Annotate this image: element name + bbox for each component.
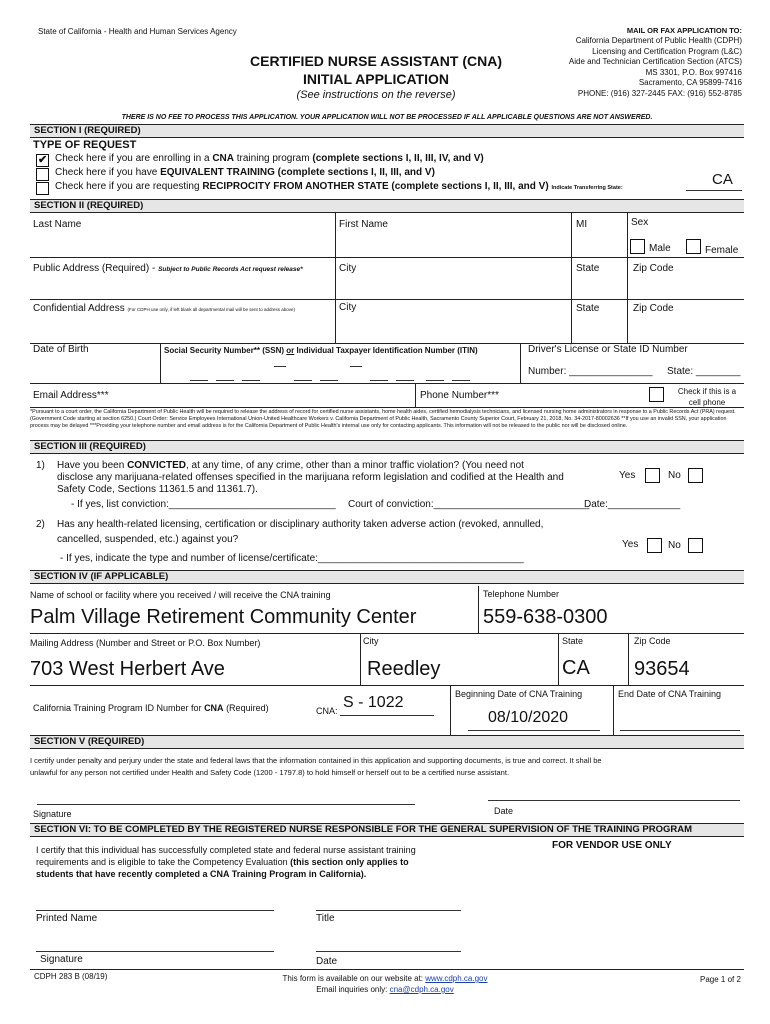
mail-line: MS 3301, P.O. Box 997416 bbox=[645, 67, 742, 77]
telephone-label: Telephone Number bbox=[483, 589, 560, 599]
option-reciprocity: Check here if you are requesting RECIPROCITY FROM ANOTHER STATE (complete sections I, II, III, and V) Indicate Transferring State: bbox=[55, 181, 623, 192]
option-enroll: Check here if you are enrolling in a CNA training program (complete sections I, II, III, IV, and V) bbox=[55, 153, 484, 164]
mail-to-block bbox=[500, 26, 742, 99]
q1-court-field[interactable]: Court of conviction:____________________________ bbox=[348, 499, 590, 510]
section-2-header bbox=[30, 199, 744, 213]
conf-city-label: City bbox=[339, 302, 357, 313]
q2-no-checkbox[interactable] bbox=[688, 538, 703, 553]
signature-label: Signature bbox=[33, 809, 72, 819]
section-3-title: SECTION III (REQUIRED) bbox=[34, 441, 146, 452]
male-checkbox[interactable] bbox=[630, 239, 645, 254]
q2-no-label: No bbox=[668, 540, 681, 551]
begin-date-value[interactable]: 08/10/2020 bbox=[488, 709, 569, 726]
q2-line2: cancelled, suspended, etc.) against you? bbox=[57, 534, 239, 545]
enroll-checkbox[interactable]: ✔ bbox=[38, 154, 48, 166]
conf-state-label: State bbox=[576, 303, 600, 314]
q2-number: 2) bbox=[36, 519, 45, 530]
form-id: CDPH 283 B (08/19) bbox=[34, 972, 108, 981]
certification-text-line1: I certify under penalty and perjury under the state and federal laws that the information contained in this application and supporting documents, is true and correct. It shall be bbox=[30, 756, 602, 765]
school-city-value[interactable]: Reedley bbox=[367, 658, 441, 680]
q1-line2: disclose any marijuana-related offenses specified in the marijuana reform legislation and codified at the Health and bbox=[57, 472, 564, 483]
school-zip-value[interactable]: 93654 bbox=[634, 658, 690, 680]
q1-yes-checkbox[interactable] bbox=[645, 468, 660, 483]
program-id-value[interactable]: S - 1022 bbox=[343, 694, 404, 711]
website-link[interactable]: www.cdph.ca.gov bbox=[425, 974, 488, 983]
school-label: Name of school or facility where you received / will receive the CNA training bbox=[30, 590, 331, 600]
confidential-address-label: Confidential Address (For CDPH use only, if left blank all departmental mail will be sent to address above) bbox=[33, 303, 296, 314]
footnote-text: *Pursuant to a court order, the California Department of Public Health will be required to release the address of record for certified nurse assistants, home health aides, certified hemodialysis technicians, and licensed nursing home administrators in response to a Public Records Act (PRA) request. (Government Code starting at section 6250.) Court Order: Service Employees International Union-United Healthcare Workers v. California Department of Public Health, Sacramento County Superior Court, February 21, 2018, No. 34-2017-80002636 **If you use an invalid SSN, your application process may be delayed ***Providing your telephone number and email address is for the California Department of Public Health's internal use only for contacting applicants. This information will not be released to the public nor will be disclosed online. bbox=[30, 409, 736, 430]
section-5-title: SECTION V (REQUIRED) bbox=[34, 736, 145, 747]
transferring-state-value[interactable]: CA bbox=[712, 171, 733, 188]
form-subtitle: INITIAL APPLICATION bbox=[303, 71, 449, 87]
mail-line: Licensing and Certification Program (L&C) bbox=[592, 46, 742, 56]
rn-signature-label: Signature bbox=[40, 954, 83, 965]
program-id-label: California Training Program ID Number for CNA (Required) bbox=[33, 703, 269, 713]
printed-name-field[interactable] bbox=[36, 910, 274, 911]
type-of-request-title: TYPE OF REQUEST bbox=[33, 139, 137, 151]
section-6-header bbox=[30, 823, 744, 837]
section-6-title: SECTION VI: TO BE COMPLETED BY THE REGISTERED NURSE RESPONSIBLE FOR THE GENERAL SUPERVISION OF THE TRAINING PROGRAM bbox=[34, 824, 693, 835]
mail-line: PHONE: (916) 327-2445 FAX: (916) 552-8785 bbox=[577, 88, 742, 98]
q2-license-field[interactable]: - If yes, indicate the type and number of license/certificate:_____________________________________ bbox=[60, 553, 524, 564]
sex-label: Sex bbox=[631, 217, 649, 228]
rn-date-field[interactable] bbox=[316, 951, 461, 952]
school-state-label: State bbox=[562, 636, 584, 646]
phone-label: Phone Number*** bbox=[420, 390, 499, 401]
school-state-value[interactable]: CA bbox=[562, 657, 590, 679]
email-link[interactable]: cna@cdph.ca.gov bbox=[389, 985, 454, 994]
no-fee-notice: THERE IS NO FEE TO PROCESS THIS APPLICATION. YOUR APPLICATION WILL NOT BE PROCESSED IF ALL APPLICABLE QUESTIONS ARE NOT ANSWERED. bbox=[121, 114, 653, 121]
rn-certify-line1: I certify that this individual has successfully completed state and federal nurse assistant training bbox=[36, 845, 416, 855]
dob-label: Date of Birth bbox=[33, 344, 89, 355]
q1-yes-label: Yes bbox=[619, 470, 636, 481]
q1-no-checkbox[interactable] bbox=[688, 468, 703, 483]
printed-name-label: Printed Name bbox=[36, 913, 98, 924]
rn-date-label: Date bbox=[316, 956, 338, 967]
title-field[interactable] bbox=[316, 910, 461, 911]
first-name-label: First Name bbox=[339, 219, 388, 230]
instructions-note: (See instructions on the reverse) bbox=[296, 89, 456, 101]
applicant-signature-field[interactable] bbox=[37, 804, 415, 805]
email-label: Email Address*** bbox=[33, 390, 109, 401]
ssn-input-segments[interactable] bbox=[190, 362, 480, 382]
mail-to-title: MAIL OR FAX APPLICATION TO: bbox=[626, 26, 742, 35]
zip-label: Zip Code bbox=[633, 263, 674, 274]
q1-line3: Safety Code, Sections 11361.5 and 11361.7). bbox=[57, 484, 258, 495]
q1-date-field[interactable]: Date:_____________ bbox=[584, 499, 681, 510]
section-5-header bbox=[30, 735, 744, 749]
conf-zip-label: Zip Code bbox=[633, 303, 674, 314]
cell-phone-checkbox[interactable] bbox=[649, 387, 664, 402]
rn-certify-line2: requirements and is eligible to take the Competency Evaluation (this section only applies to bbox=[36, 857, 409, 867]
form-title: CERTIFIED NURSE ASSISTANT (CNA) bbox=[250, 53, 502, 69]
cna-prefix: CNA: bbox=[316, 706, 338, 716]
section-1-title: SECTION I (REQUIRED) bbox=[34, 125, 141, 136]
school-zip-label: Zip Code bbox=[634, 636, 671, 646]
email-line: Email inquiries only: cna@cdph.ca.gov bbox=[316, 985, 454, 994]
mail-line: Aide and Technician Certification Section (ATCS) bbox=[568, 57, 742, 66]
end-date-label: End Date of CNA Training bbox=[618, 689, 722, 699]
option-equivalent: Check here if you have EQUIVALENT TRAINING (complete sections I, II, III, and V) bbox=[55, 167, 435, 178]
q1-number: 1) bbox=[36, 460, 45, 471]
school-address-value[interactable]: 703 West Herbert Ave bbox=[30, 658, 225, 680]
section-1-header bbox=[30, 124, 744, 138]
school-city-label: City bbox=[363, 636, 379, 646]
dl-state-label: State: ________ bbox=[667, 366, 741, 377]
dl-number-label: Number: _______________ bbox=[528, 366, 653, 377]
vendor-use-label: FOR VENDOR USE ONLY bbox=[552, 840, 672, 851]
certification-text-line2: unlawful for any person not certified under Health and Safety Code (1200 - 1797.8) to hold himself or herself out to be a certified nurse assistant. bbox=[30, 768, 510, 777]
mail-line: California Department of Public Health (CDPH) bbox=[575, 36, 742, 45]
agency-name: State of California - Health and Human Services Agency bbox=[38, 27, 237, 36]
mi-label: MI bbox=[576, 219, 588, 230]
cell-phone-label: Check if this is a cell phone bbox=[677, 387, 737, 407]
website-line: This form is available on our website at: www.cdph.ca.gov bbox=[282, 974, 488, 983]
section-4-header bbox=[30, 570, 744, 584]
public-address-label: Public Address (Required) - Subject to Public Records Act request release* bbox=[33, 263, 303, 274]
q2-yes-label: Yes bbox=[622, 539, 639, 550]
state-label: State bbox=[576, 263, 600, 274]
q1-line1: Have you been CONVICTED, at any time, of any crime, other than a minor traffic violation? (You need not bbox=[57, 460, 524, 471]
end-date-field[interactable] bbox=[620, 730, 740, 731]
applicant-date-field[interactable] bbox=[488, 800, 740, 801]
q1-conviction-field[interactable]: - If yes, list conviction:______________________________ bbox=[71, 499, 336, 510]
section-4-title: SECTION IV (IF APPLICABLE) bbox=[34, 571, 169, 582]
section-3-header bbox=[30, 440, 744, 454]
school-telephone-value[interactable]: 559-638-0300 bbox=[483, 606, 608, 628]
section-2-title: SECTION II (REQUIRED) bbox=[34, 200, 144, 211]
female-checkbox[interactable] bbox=[686, 239, 701, 254]
q1-no-label: No bbox=[668, 470, 681, 481]
page-number: Page 1 of 2 bbox=[700, 975, 741, 984]
reciprocity-checkbox[interactable] bbox=[36, 182, 49, 195]
rn-signature-field[interactable] bbox=[36, 951, 274, 952]
mail-line: Sacramento, CA 95899-7416 bbox=[638, 78, 742, 87]
q2-yes-checkbox[interactable] bbox=[647, 538, 662, 553]
school-name-value[interactable]: Palm Village Retirement Community Center bbox=[30, 606, 417, 628]
rn-certify-line3: students that have recently completed a CNA Training Program in California). bbox=[36, 869, 367, 879]
last-name-label: Last Name bbox=[33, 219, 82, 230]
date-label: Date bbox=[494, 806, 514, 816]
drivers-license-label: Driver's License or State ID Number bbox=[528, 344, 688, 355]
female-label: Female bbox=[705, 245, 739, 256]
title-label: Title bbox=[316, 913, 335, 924]
equivalent-checkbox[interactable] bbox=[36, 168, 49, 181]
begin-date-label: Beginning Date of CNA Training bbox=[455, 689, 583, 699]
mailing-address-label: Mailing Address (Number and Street or P.O. Box Number) bbox=[30, 638, 261, 648]
q2-line1: Has any health-related licensing, certification or disciplinary authority taken adverse action (revoked, annulled, bbox=[57, 519, 544, 530]
ssn-label: Social Security Number** (SSN) or Individual Taxpayer Identification Number (ITIN) bbox=[164, 346, 478, 355]
transferring-state-line bbox=[686, 190, 742, 191]
city-label: City bbox=[339, 263, 357, 274]
male-label: Male bbox=[649, 243, 671, 254]
